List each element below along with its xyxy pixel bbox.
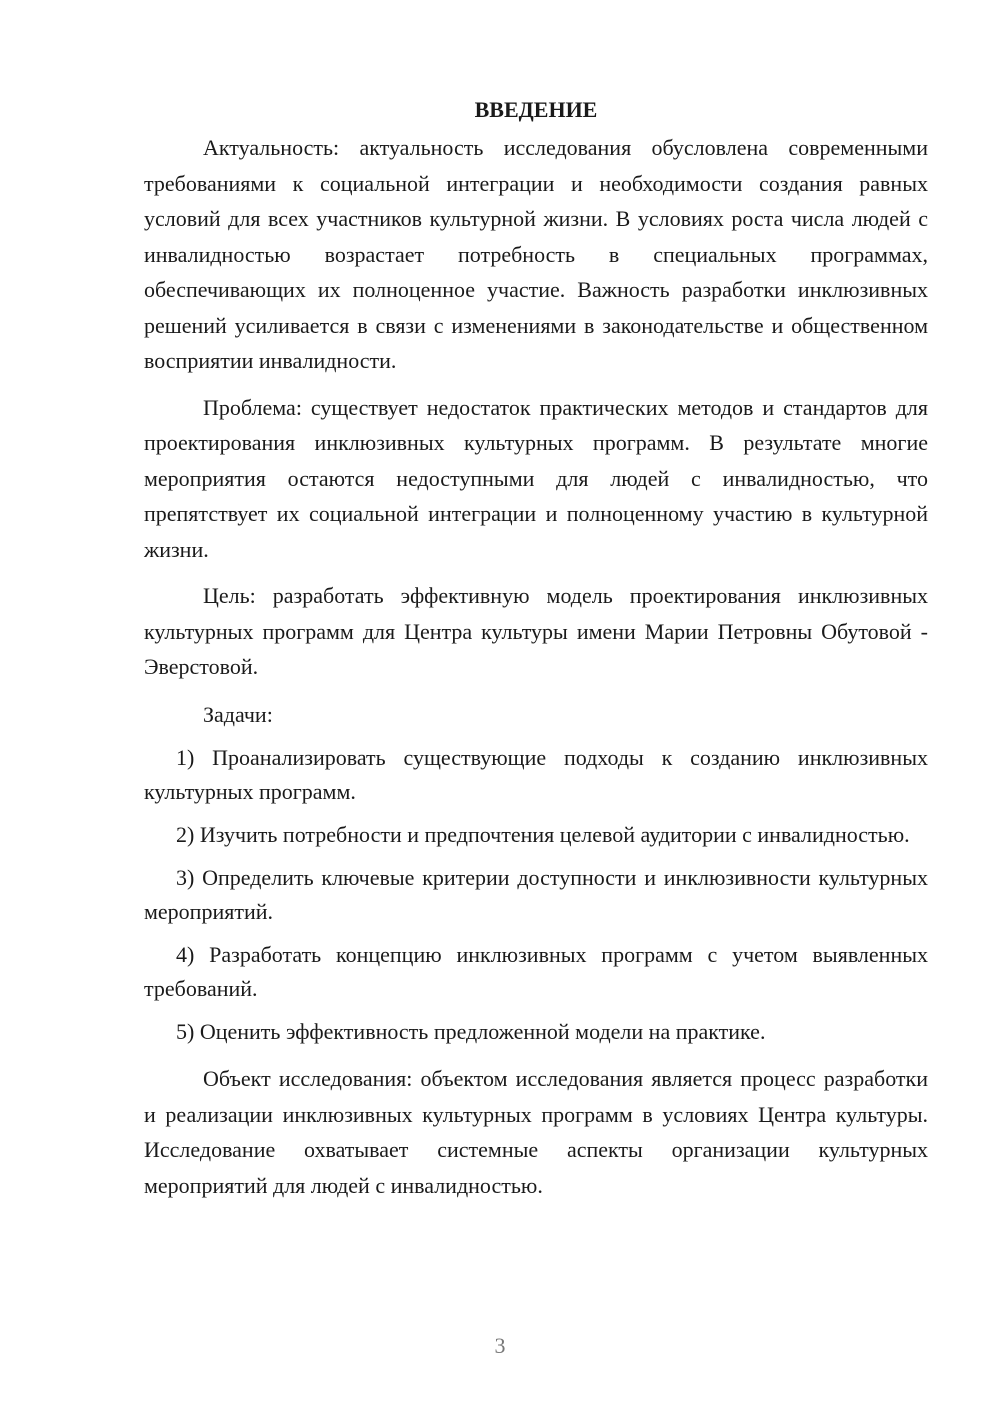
task-item-4: 4) Разработать концепцию инклюзивных программ с учетом выявленных требований. [144,942,928,1001]
section-title: ВВЕДЕНИЕ [474,97,598,122]
tasks-list [144,741,928,1049]
problem-paragraph: Проблема: существует недостаток практических методов и стандартов для проектирования инклюзивных культурных программ. В результате многие мероприятия остаются недоступными для людей с инвалидностью, что препятствует их социальной интеграции и полноценному участию в культурной жизни. [144,394,928,562]
task-item-1: 1) Проанализировать существующие подходы к созданию инклюзивных культурных программ. [144,745,928,804]
page-number: 3 [494,1333,506,1358]
goal-paragraph: Цель: разработать эффективную модель проектирования инклюзивных культурных программ для Центра культуры имени Марии Петровны Обутовой - Эверстовой. [144,583,928,679]
object-paragraph: Объект исследования: объектом исследования является процесс разработки и реализации инклюзивных культурных программ в условиях Центра культуры. Исследование охватывает системные аспекты организации культурных мероприятий для людей с инвалидностью. [144,1066,928,1198]
task-item-3: 3) Определить ключевые критерии доступности и инклюзивности культурных мероприятий. [144,865,928,924]
tasks-label: Задачи: [203,701,273,727]
document-page [144,94,928,1203]
task-item-2: 2) Изучить потребности и предпочтения целевой аудитории с инвалидностью. [176,822,910,847]
relevance-paragraph: Актуальность: актуальность исследования обусловлена современными требованиями к социальной интеграции и необходимости создания равных условий для всех участников культурной жизни. В условиях роста числа людей с инвалидностью возрастает потребность в специальных программах, обеспечивающих их полноценное участие. Важность разработки инклюзивных решений усиливается в связи с изменениями в законодательстве и общественном восприятии инвалидности. [144,135,928,373]
task-item-5: 5) Оценить эффективность предложенной модели на практике. [176,1019,766,1044]
